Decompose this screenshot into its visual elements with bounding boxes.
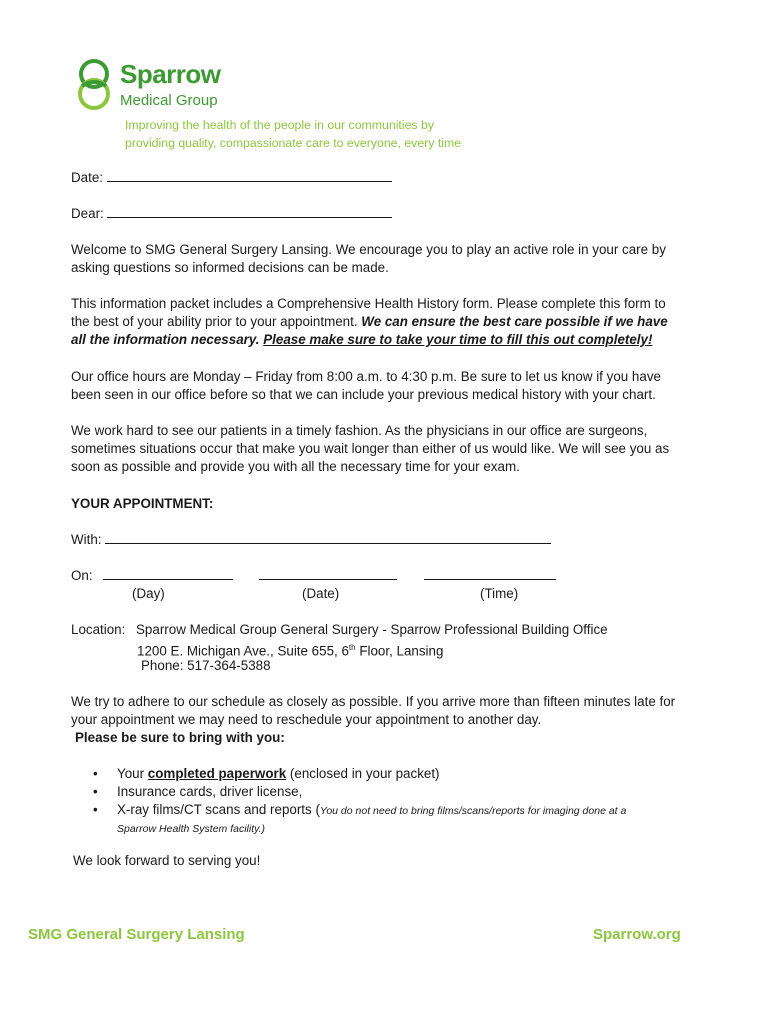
welcome-line: Welcome to SMG General Surgery Lansing. We encourage you to play an active role in your care by: [71, 242, 666, 257]
location-floor: Floor, Lansing: [355, 643, 444, 659]
list-item: [71, 765, 711, 783]
schedule-line: We try to adhere to our schedule as closely as possible. If you arrive more than fifteen minutes late for: [71, 694, 676, 709]
location-label: Location:: [71, 622, 126, 637]
date-appointment-field[interactable]: [259, 567, 397, 580]
bullet-icon: •: [93, 802, 98, 817]
packet-line: [71, 331, 711, 349]
day-field[interactable]: [103, 567, 233, 580]
with-field[interactable]: [105, 531, 551, 544]
hours-line: been seen in our office before so that we can include your previous medical history with your chart.: [71, 387, 656, 402]
dear-line: [71, 205, 392, 223]
packet-emphasis: We can ensure the best care possible if we have: [361, 314, 668, 329]
on-label: On:: [71, 568, 93, 583]
welcome-line: asking questions so informed decisions can be made.: [71, 260, 389, 275]
with-line: [71, 531, 551, 549]
location-superscript: th: [348, 643, 356, 652]
logo-subtitle: Medical Group: [120, 92, 218, 109]
welcome-paragraph: [71, 241, 711, 277]
item-text: Your: [117, 766, 148, 781]
timely-line: We work hard to see our patients in a timely fashion. As the physicians in our office are surgeons,: [71, 423, 648, 438]
footer-right[interactable]: Sparrow.org: [593, 926, 681, 943]
logo-name: Sparrow: [120, 59, 221, 89]
time-caption: (Time): [480, 586, 519, 601]
dear-label: Dear:: [71, 206, 104, 221]
item-emphasis: completed paperwork: [147, 766, 287, 781]
timely-line: soon as possible and provide you with all the necessary time for your exam.: [71, 459, 520, 474]
bullet-icon: •: [93, 766, 98, 781]
day-caption: (Day): [132, 586, 165, 601]
bring-list: [71, 765, 711, 837]
bullet-icon: •: [93, 784, 98, 799]
item-text: (enclosed in your packet): [286, 766, 440, 781]
with-label: With:: [71, 532, 102, 547]
timely-paragraph: [71, 422, 711, 476]
packet-line: This information packet includes a Comprehensive Health History form. Please complete this form to: [71, 296, 666, 311]
list-item: [71, 783, 711, 801]
appointment-heading: YOUR APPOINTMENT:: [71, 496, 214, 511]
time-field[interactable]: [424, 567, 556, 580]
tagline-line-1: Improving the health of the people in our communities by: [125, 118, 434, 132]
location-line-1: Sparrow Medical Group General Surgery - Sparrow Professional Building Office: [136, 622, 608, 637]
dear-field[interactable]: [107, 205, 392, 218]
date-field[interactable]: [107, 169, 392, 182]
item-note: Sparrow Health System facility.): [117, 823, 266, 835]
tagline-line-2: providing quality, compassionate care to everyone, every time: [125, 136, 462, 150]
packet-paragraph: [71, 295, 711, 349]
list-item: [71, 801, 711, 820]
item-note: You do not need to bring films/scans/reports for imaging done at a: [319, 805, 627, 817]
date-line: [71, 169, 392, 187]
hours-line: Our office hours are Monday – Friday from 8:00 a.m. to 4:30 p.m. Be sure to let us know if you have: [71, 369, 661, 384]
packet-emphasis: all the information necessary.: [71, 332, 264, 347]
schedule-paragraph: [71, 693, 711, 747]
location-address: 1200 E. Michigan Ave., Suite 655, 6: [137, 643, 349, 659]
schedule-line: your appointment we may need to reschedule your appointment to another day.: [71, 712, 542, 727]
packet-line: [71, 313, 711, 331]
hours-paragraph: [71, 368, 711, 404]
sparrow-logo-icon: [74, 56, 114, 114]
packet-text: the best of your ability prior to your appointment.: [71, 314, 362, 329]
date-label: Date:: [71, 170, 104, 185]
bring-heading: Please be sure to bring with you:: [75, 730, 285, 745]
date-caption: (Date): [302, 586, 340, 601]
timely-line: sometimes situations occur that make you wait longer than either of us would like. We will see you as: [71, 441, 670, 456]
closing-line: We look forward to serving you!: [73, 853, 261, 868]
list-item-continuation: [71, 820, 711, 837]
packet-emphasis-underlined: Please make sure to take your time to fill this out completely!: [263, 332, 653, 347]
item-text: X-ray films/CT scans and reports (: [117, 802, 320, 817]
location-phone: Phone: 517-364-5388: [141, 658, 271, 673]
item-text: Insurance cards, driver license,: [117, 784, 303, 799]
footer-left: SMG General Surgery Lansing: [28, 926, 245, 943]
logo: [74, 56, 234, 116]
